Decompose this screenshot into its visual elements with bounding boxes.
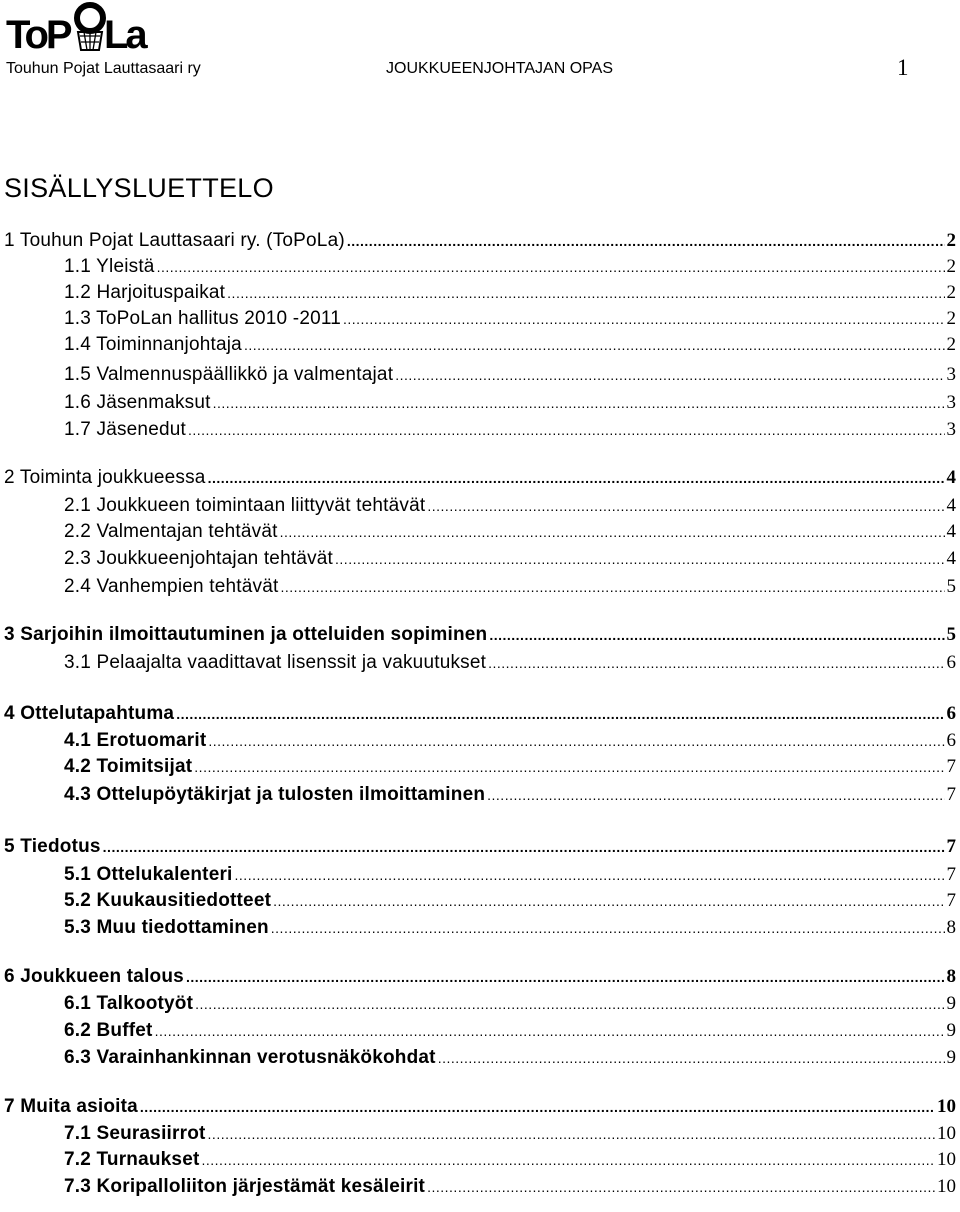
toc-leader-dots bbox=[335, 551, 944, 567]
toc-leader-dots bbox=[271, 920, 945, 936]
toc-page-number: 5 bbox=[946, 624, 956, 645]
toc-section-entry[interactable] bbox=[64, 495, 960, 521]
toc-section-entry[interactable] bbox=[64, 282, 960, 308]
toc-entry-label: 7.2 Turnaukset bbox=[64, 1149, 200, 1170]
toc-page-number: 10 bbox=[937, 1123, 956, 1144]
toc-page-number: 10 bbox=[937, 1096, 956, 1117]
toc-entry-label: 1.5 Valmennuspäällikkö ja valmentajat bbox=[64, 364, 394, 385]
toc-entry-label: 5 Tiedotus bbox=[4, 836, 101, 857]
toc-section-entry[interactable] bbox=[64, 756, 960, 782]
toc-section-entry[interactable] bbox=[64, 364, 960, 390]
toc-leader-dots bbox=[188, 422, 945, 438]
toc-section-entry[interactable] bbox=[64, 308, 960, 334]
toc-page-number: 8 bbox=[946, 917, 956, 938]
toc-page-number: 9 bbox=[946, 1047, 956, 1068]
svg-text:La: La bbox=[104, 13, 145, 54]
toc-chapter-entry[interactable] bbox=[4, 230, 960, 256]
toc-page-number: 10 bbox=[937, 1176, 956, 1197]
toc-entry-label: 1.3 ToPoLan hallitus 2010 -2011 bbox=[64, 308, 341, 329]
toc-section-entry[interactable] bbox=[64, 1149, 960, 1175]
toc-leader-dots bbox=[176, 706, 944, 722]
toc-leader-dots bbox=[140, 1099, 935, 1115]
toc-leader-dots bbox=[343, 311, 945, 327]
toc-entry-label: 1.7 Jäsenedut bbox=[64, 419, 186, 440]
toc-page-number: 6 bbox=[946, 703, 956, 724]
toc-page-number: 2 bbox=[946, 334, 956, 355]
toc-entry-label: 7.1 Seurasiirrot bbox=[64, 1123, 206, 1144]
svg-text:ToP: ToP bbox=[6, 13, 70, 54]
toc-section-entry[interactable] bbox=[64, 917, 960, 943]
toc-entry-label: 2.4 Vanhempien tehtävät bbox=[64, 576, 279, 597]
toc-chapter-entry[interactable] bbox=[4, 836, 960, 862]
toc-entry-label: 7.3 Koripalloliiton järjestämät kesäleirit bbox=[64, 1176, 426, 1197]
toc-entry-label: 6.2 Buffet bbox=[64, 1020, 153, 1041]
toc-section-entry[interactable] bbox=[64, 1176, 960, 1202]
toc-section-entry[interactable] bbox=[64, 1123, 960, 1149]
toc-section-entry[interactable] bbox=[64, 521, 960, 547]
toc-leader-dots bbox=[427, 1179, 935, 1195]
toc-chapter-entry[interactable] bbox=[4, 624, 960, 650]
toc-entry-label: 4.2 Toimitsijat bbox=[64, 756, 193, 777]
toc-page-number: 2 bbox=[946, 308, 956, 329]
toc-section-entry[interactable] bbox=[64, 419, 960, 445]
toc-entry-label: 1.1 Yleistä bbox=[64, 256, 155, 277]
toc-page-number: 9 bbox=[946, 1020, 956, 1041]
toc-chapter-entry[interactable] bbox=[4, 1096, 960, 1122]
toc-entry-label: 5.1 Ottelukalenteri bbox=[64, 864, 233, 885]
toc-entry-label: 4 Ottelutapahtuma bbox=[4, 703, 175, 724]
toc-entry-label: 3 Sarjoihin ilmoittautuminen ja otteluiden sopiminen bbox=[4, 624, 488, 645]
toc-page-number: 4 bbox=[946, 495, 956, 516]
toc-page-number: 3 bbox=[946, 419, 956, 440]
toc-section-entry[interactable] bbox=[64, 993, 960, 1019]
toc-section-entry[interactable] bbox=[64, 784, 960, 810]
toc-section-entry[interactable] bbox=[64, 334, 960, 360]
toc-entry-label: 6.3 Varainhankinnan verotusnäkökohdat bbox=[64, 1047, 436, 1068]
toc-leader-dots bbox=[487, 787, 944, 803]
toc-title: SISÄLLYSLUETTELO bbox=[4, 173, 274, 203]
toc-leader-dots bbox=[347, 233, 945, 249]
toc-leader-dots bbox=[395, 367, 944, 383]
toc-page-number: 7 bbox=[946, 890, 956, 911]
toc-page-number: 5 bbox=[946, 576, 956, 597]
toc-entry-label: 4.3 Ottelupöytäkirjat ja tulosten ilmoittaminen bbox=[64, 784, 486, 805]
toc-entry-label: 1.2 Harjoituspaikat bbox=[64, 282, 226, 303]
toc-leader-dots bbox=[155, 1023, 945, 1039]
toc-leader-dots bbox=[208, 1126, 935, 1142]
toc-page-number: 3 bbox=[946, 392, 956, 413]
toc-page-number: 7 bbox=[946, 756, 956, 777]
toc-section-entry[interactable] bbox=[64, 392, 960, 418]
toc-leader-dots bbox=[244, 337, 945, 353]
toc-entry-label: 2 Toiminta joukkueessa bbox=[4, 467, 206, 488]
toc-leader-dots bbox=[227, 285, 944, 301]
toc-page-number: 7 bbox=[946, 864, 956, 885]
toc-section-entry[interactable] bbox=[64, 890, 960, 916]
toc-leader-dots bbox=[280, 579, 944, 595]
toc-page-number: 3 bbox=[946, 364, 956, 385]
toc-leader-dots bbox=[157, 259, 945, 275]
header-document-title: JOUKKUEENJOHTAJAN OPAS bbox=[386, 60, 613, 77]
toc-entry-label: 2.2 Valmentajan tehtävät bbox=[64, 521, 278, 542]
toc-chapter-entry[interactable] bbox=[4, 703, 960, 729]
toc-section-entry[interactable] bbox=[64, 652, 960, 678]
toc-section-entry[interactable] bbox=[64, 1047, 960, 1073]
toc-leader-dots bbox=[235, 867, 945, 883]
toc-leader-dots bbox=[213, 395, 945, 411]
toc-page-number: 2 bbox=[946, 256, 956, 277]
toc-entry-label: 4.1 Erotuomarit bbox=[64, 730, 207, 751]
toc-section-entry[interactable] bbox=[64, 256, 960, 282]
toc-entry-label: 1.6 Jäsenmaksut bbox=[64, 392, 211, 413]
toc-section-entry[interactable] bbox=[64, 576, 960, 602]
toc-page-number: 6 bbox=[946, 730, 956, 751]
toc-leader-dots bbox=[208, 470, 945, 486]
toc-entry-label: 6 Joukkueen talous bbox=[4, 966, 184, 987]
toc-page-number: 6 bbox=[946, 652, 956, 673]
toc-page-number: 4 bbox=[946, 521, 956, 542]
toc-entry-label: 2.1 Joukkueen toimintaan liittyvät tehtävät bbox=[64, 495, 426, 516]
toc-page-number: 9 bbox=[946, 993, 956, 1014]
toc-leader-dots bbox=[195, 996, 944, 1012]
toc-leader-dots bbox=[103, 839, 945, 855]
toc-chapter-entry[interactable] bbox=[4, 966, 960, 992]
toc-page-number: 10 bbox=[937, 1149, 956, 1170]
toc-entry-label: 7 Muita asioita bbox=[4, 1096, 138, 1117]
toc-entry-label: 5.3 Muu tiedottaminen bbox=[64, 917, 269, 938]
toc-leader-dots bbox=[427, 498, 944, 514]
toc-page-number: 2 bbox=[946, 230, 956, 251]
toc-leader-dots bbox=[194, 759, 944, 775]
toc-section-entry[interactable] bbox=[64, 548, 960, 574]
toc-entry-label: 5.2 Kuukausitiedotteet bbox=[64, 890, 272, 911]
toc-entry-label: 6.1 Talkootyöt bbox=[64, 993, 194, 1014]
toc-page-number: 4 bbox=[946, 548, 956, 569]
toc-leader-dots bbox=[208, 733, 944, 749]
toc-leader-dots bbox=[280, 524, 945, 540]
toc-leader-dots bbox=[488, 655, 944, 671]
header-page-number: 1 bbox=[897, 55, 909, 80]
toc-page-number: 7 bbox=[946, 784, 956, 805]
toc-entry-label: 1 Touhun Pojat Lauttasaari ry. (ToPoLa) bbox=[4, 230, 345, 251]
toc-leader-dots bbox=[438, 1050, 945, 1066]
toc-page-number: 7 bbox=[946, 836, 956, 857]
toc-section-entry[interactable] bbox=[64, 864, 960, 890]
toc-entry-label: 3.1 Pelaajalta vaadittavat lisenssit ja vakuutukset bbox=[64, 652, 487, 673]
toc-section-entry[interactable] bbox=[64, 730, 960, 756]
toc-section-entry[interactable] bbox=[64, 1020, 960, 1046]
toc-chapter-entry[interactable] bbox=[4, 467, 960, 493]
toc-page-number: 8 bbox=[946, 966, 956, 987]
toc-page-number: 2 bbox=[946, 282, 956, 303]
toc-leader-dots bbox=[202, 1152, 936, 1168]
toc-page-number: 4 bbox=[946, 467, 956, 488]
toc-leader-dots bbox=[273, 893, 944, 909]
header-organization: Touhun Pojat Lauttasaari ry bbox=[6, 60, 201, 77]
toc-entry-label: 1.4 Toiminnanjohtaja bbox=[64, 334, 242, 355]
toc-leader-dots bbox=[186, 969, 945, 985]
toc-leader-dots bbox=[489, 627, 944, 643]
toc-entry-label: 2.3 Joukkueenjohtajan tehtävät bbox=[64, 548, 334, 569]
